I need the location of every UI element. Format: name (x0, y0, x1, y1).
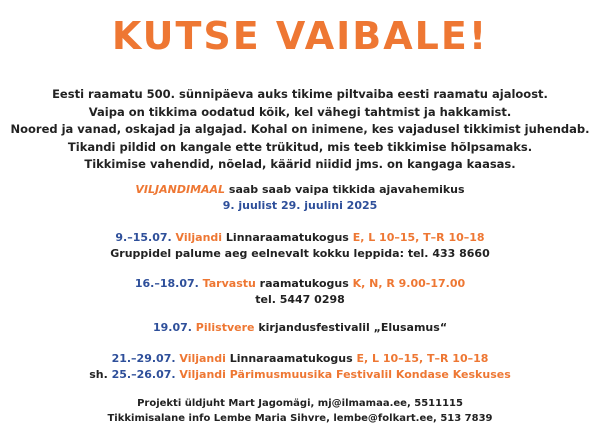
event-venue: Linnaraamatukogus (222, 231, 353, 244)
event-tarvastu (0, 276, 600, 308)
event-sub-prefix: sh. (89, 368, 112, 381)
event-sub-dates: 25.–26.07. (111, 368, 176, 381)
event-venue: Linnaraamatukogus (225, 352, 357, 365)
footer-line: Projekti üldjuht Mart Jagomägi, mj@ilmamaa.ee, 5511115 (137, 398, 463, 409)
intro-line: Noored ja vanad, oskajad ja algajad. Kohal on inimene, kes vajadusel tikkimist juhendab. (10, 122, 590, 136)
event-viljandi-1 (0, 230, 600, 262)
event-hours: E, L 10–15, T–R 10–18 (352, 231, 485, 244)
footer-line: Tikkimisalane info Lembe Maria Sihvre, lembe@folkart.ee, 513 7839 (107, 413, 493, 424)
event-sub-text: Viljandi Pärimusmuusika Festivalil Kondase Keskuses (175, 368, 511, 381)
event-dates: 19.07. (152, 321, 192, 334)
event-place: Viljandi (175, 231, 223, 244)
region-announcement (0, 182, 600, 214)
event-place: Pilistvere (195, 321, 255, 334)
event-hours: K, N, R 9.00-17.00 (352, 277, 466, 290)
event-venue: raamatukogus (255, 277, 353, 290)
page-title: KUTSE VAIBALE! (111, 14, 489, 58)
event-dates: 9.–15.07. (115, 231, 172, 244)
region-text: saab saab vaipa tikkida ajavahemikus (225, 183, 465, 196)
intro-line: Vaipa on tikkima oodatud kõik, kel vähegi tahtmist ja hakkamist. (88, 104, 512, 119)
event-venue: kirjandusfestivalil „Elusamus“ (254, 321, 448, 334)
event-place: Viljandi (179, 352, 226, 365)
event-hours: E, L 10–15, T–R 10–18 (356, 352, 489, 365)
region-name: VILJANDIMAAL (135, 183, 226, 196)
event-dates: 21.–29.07. (111, 352, 176, 365)
intro-line: Tikandi pildid on kangale ette trükitud, mis teeb tikkimise hõlpsamaks. (67, 139, 533, 154)
intro-text (0, 86, 600, 174)
intro-line: Tikkimise vahendid, nõelad, käärid niidid jms. on kangaga kaasas. (84, 157, 516, 171)
event-place: Tarvastu (202, 277, 256, 290)
event-note: tel. 5447 0298 (255, 293, 345, 306)
region-dates: 9. juulist 29. juulini 2025 (222, 199, 378, 212)
event-viljandi-2 (0, 351, 600, 383)
footer-contacts (0, 396, 600, 426)
intro-line: Eesti raamatu 500. sünnipäeva auks tikime piltvaiba eesti raamatu ajaloost. (52, 87, 548, 101)
event-pilistvere (0, 320, 600, 336)
event-note: Gruppidel palume aeg eelnevalt kokku leppida: tel. 433 8660 (110, 247, 490, 260)
event-dates: 16.–18.07. (134, 277, 199, 290)
